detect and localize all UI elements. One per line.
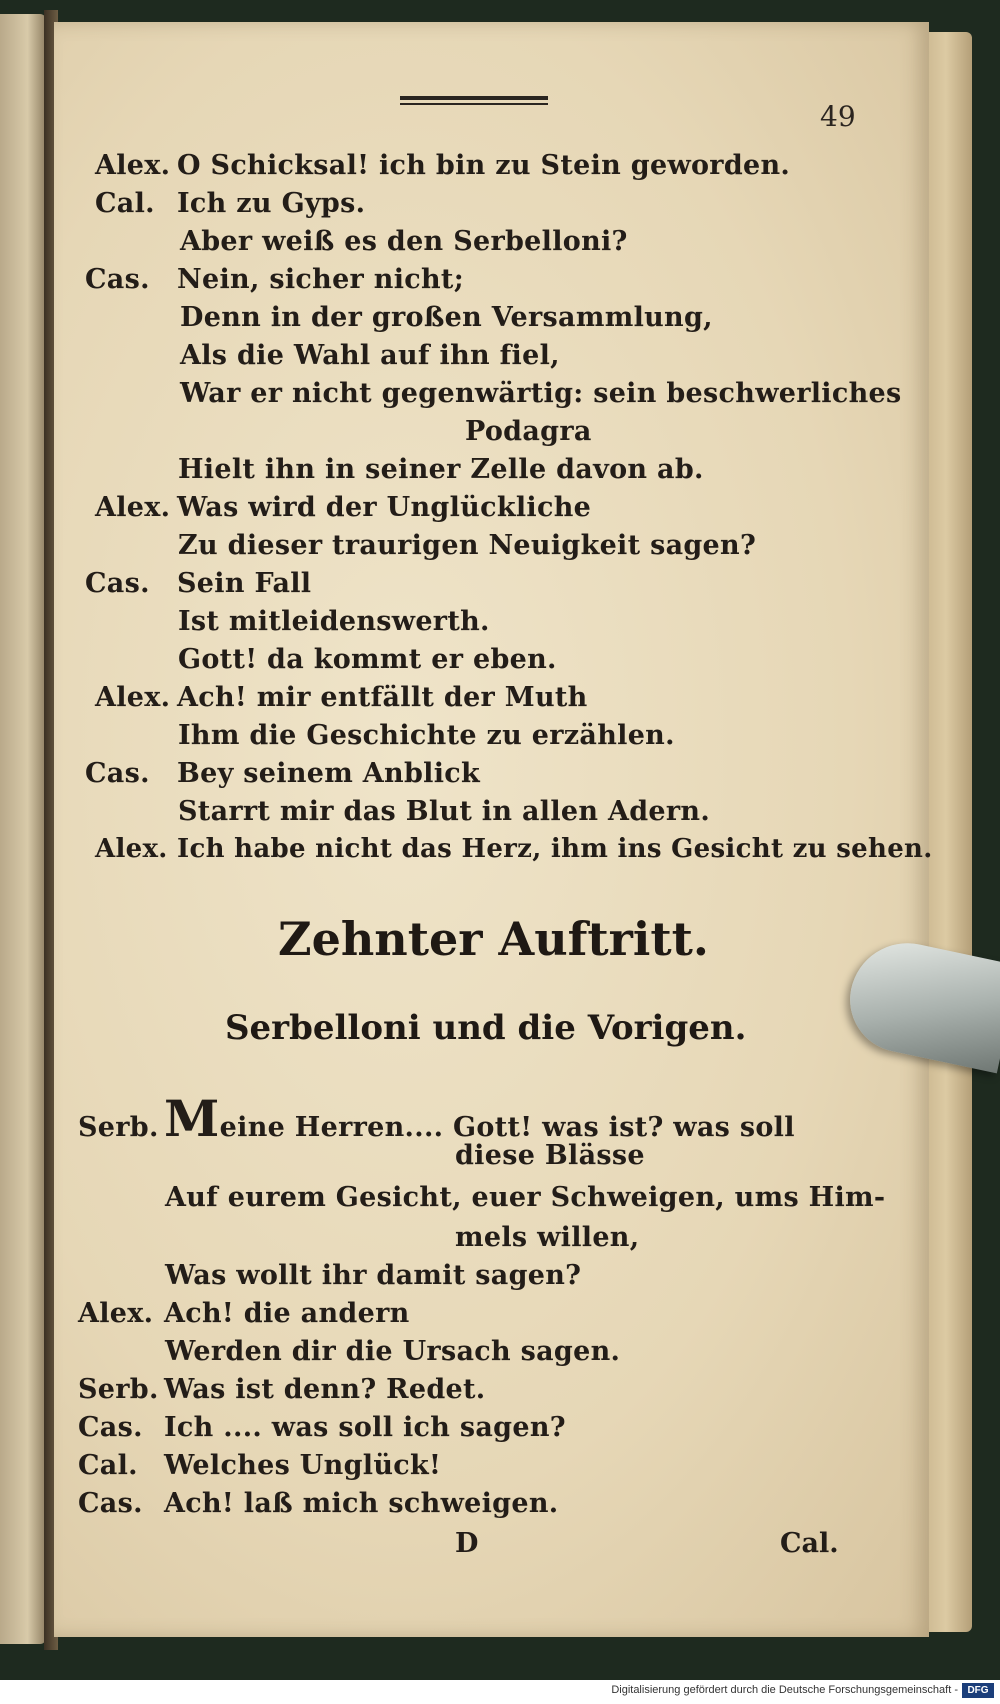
header-rule	[400, 96, 548, 110]
line-text: eine Herren.... Gott! was ist? was soll	[219, 1112, 795, 1143]
line-text: Ach! mir entfällt der Muth	[177, 682, 588, 713]
line-text: Ich habe nicht das Herz, ihm ins Gesicht zu sehen.	[177, 834, 933, 864]
speaker-label: Alex.	[95, 150, 171, 181]
dialogue-line	[78, 1488, 558, 1519]
line-text: Nein, sicher nicht;	[177, 264, 464, 295]
dialogue-line: Podagra	[465, 416, 592, 447]
dialogue-line: Werden dir die Ursach sagen.	[165, 1336, 621, 1367]
dialogue-line	[95, 834, 933, 864]
speaker-label: Alex.	[95, 492, 171, 523]
speaker-label: Cas.	[78, 1412, 143, 1443]
speaker-label: Cas.	[85, 758, 150, 789]
scene-subtitle: Serbelloni und die Vorigen.	[225, 1008, 747, 1048]
catchword: Cal.	[780, 1528, 839, 1559]
dialogue-line: Ist mitleidenswerth.	[178, 606, 490, 637]
speaker-label: Alex.	[95, 834, 168, 864]
speaker-label: Cal.	[95, 188, 155, 219]
dialogue-line	[78, 1412, 566, 1443]
dialogue-line	[78, 1450, 441, 1481]
dialogue-line: Gott! da kommt er eben.	[178, 644, 557, 675]
scene-title: Zehnter Auftritt.	[278, 912, 709, 966]
speaker-label: Serb.	[78, 1112, 159, 1143]
line-text: Was wird der Unglückliche	[177, 492, 592, 523]
dialogue-line: Zu dieser traurigen Neuigkeit sagen?	[178, 530, 757, 561]
line-text: O Schicksal! ich bin zu Stein geworden.	[177, 150, 791, 181]
dialogue-line	[95, 492, 591, 523]
speaker-label: Cas.	[85, 264, 150, 295]
page-number: 49	[820, 100, 856, 133]
footer-credit: Digitalisierung gefördert durch die Deutsche Forschungsgemeinschaft -	[611, 1684, 958, 1696]
speaker-label: Cal.	[78, 1450, 138, 1481]
speaker-label: Cas.	[78, 1488, 143, 1519]
dialogue-line: Ihm die Geschichte zu erzählen.	[178, 720, 675, 751]
dialogue-line: Auf eurem Gesicht, euer Schweigen, ums Him-	[165, 1182, 886, 1213]
dialogue-line: Als die Wahl auf ihn fiel,	[180, 340, 560, 371]
dialogue-line	[78, 1089, 795, 1148]
dialogue-line	[85, 568, 311, 599]
dialogue-line: mels willen,	[455, 1222, 640, 1253]
line-text: Ich zu Gyps.	[177, 188, 366, 219]
dialogue-line	[78, 1298, 410, 1329]
facing-page-edge	[0, 14, 46, 1644]
dialogue-line	[85, 758, 480, 789]
dialogue-line: Aber weiß es den Serbelloni?	[180, 226, 628, 257]
line-text: Ach! die andern	[164, 1298, 410, 1329]
dialogue-line: Denn in der großen Versammlung,	[180, 302, 713, 333]
dialogue-line: Starrt mir das Blut in allen Adern.	[178, 796, 711, 827]
speaker-label: Cas.	[85, 568, 150, 599]
dfg-logo: DFG	[962, 1683, 994, 1698]
line-text: Bey seinem Anblick	[177, 758, 481, 789]
speaker-label: Serb.	[78, 1374, 159, 1405]
dialogue-line: War er nicht gegenwärtig: sein beschwerliches	[180, 378, 902, 409]
dialogue-line	[95, 188, 365, 219]
dialogue-line	[85, 264, 464, 295]
line-text: Ich .... was soll ich sagen?	[164, 1412, 566, 1443]
dialogue-line	[95, 150, 790, 181]
dialogue-line	[78, 1374, 485, 1405]
line-text: Sein Fall	[177, 568, 312, 599]
signature-mark: D	[455, 1528, 479, 1559]
speaker-label: Alex.	[95, 682, 171, 713]
drop-initial: M	[164, 1089, 220, 1148]
line-text: Was ist denn? Redet.	[164, 1374, 486, 1405]
speaker-label: Alex.	[78, 1298, 154, 1329]
dialogue-line: Was wollt ihr damit sagen?	[165, 1260, 582, 1291]
dialogue-line: Hielt ihn in seiner Zelle davon ab.	[178, 454, 704, 485]
dialogue-line: diese Blässe	[455, 1140, 645, 1171]
line-text: Welches Unglück!	[164, 1450, 442, 1481]
line-text: Ach! laß mich schweigen.	[164, 1488, 559, 1519]
dialogue-line	[95, 682, 588, 713]
